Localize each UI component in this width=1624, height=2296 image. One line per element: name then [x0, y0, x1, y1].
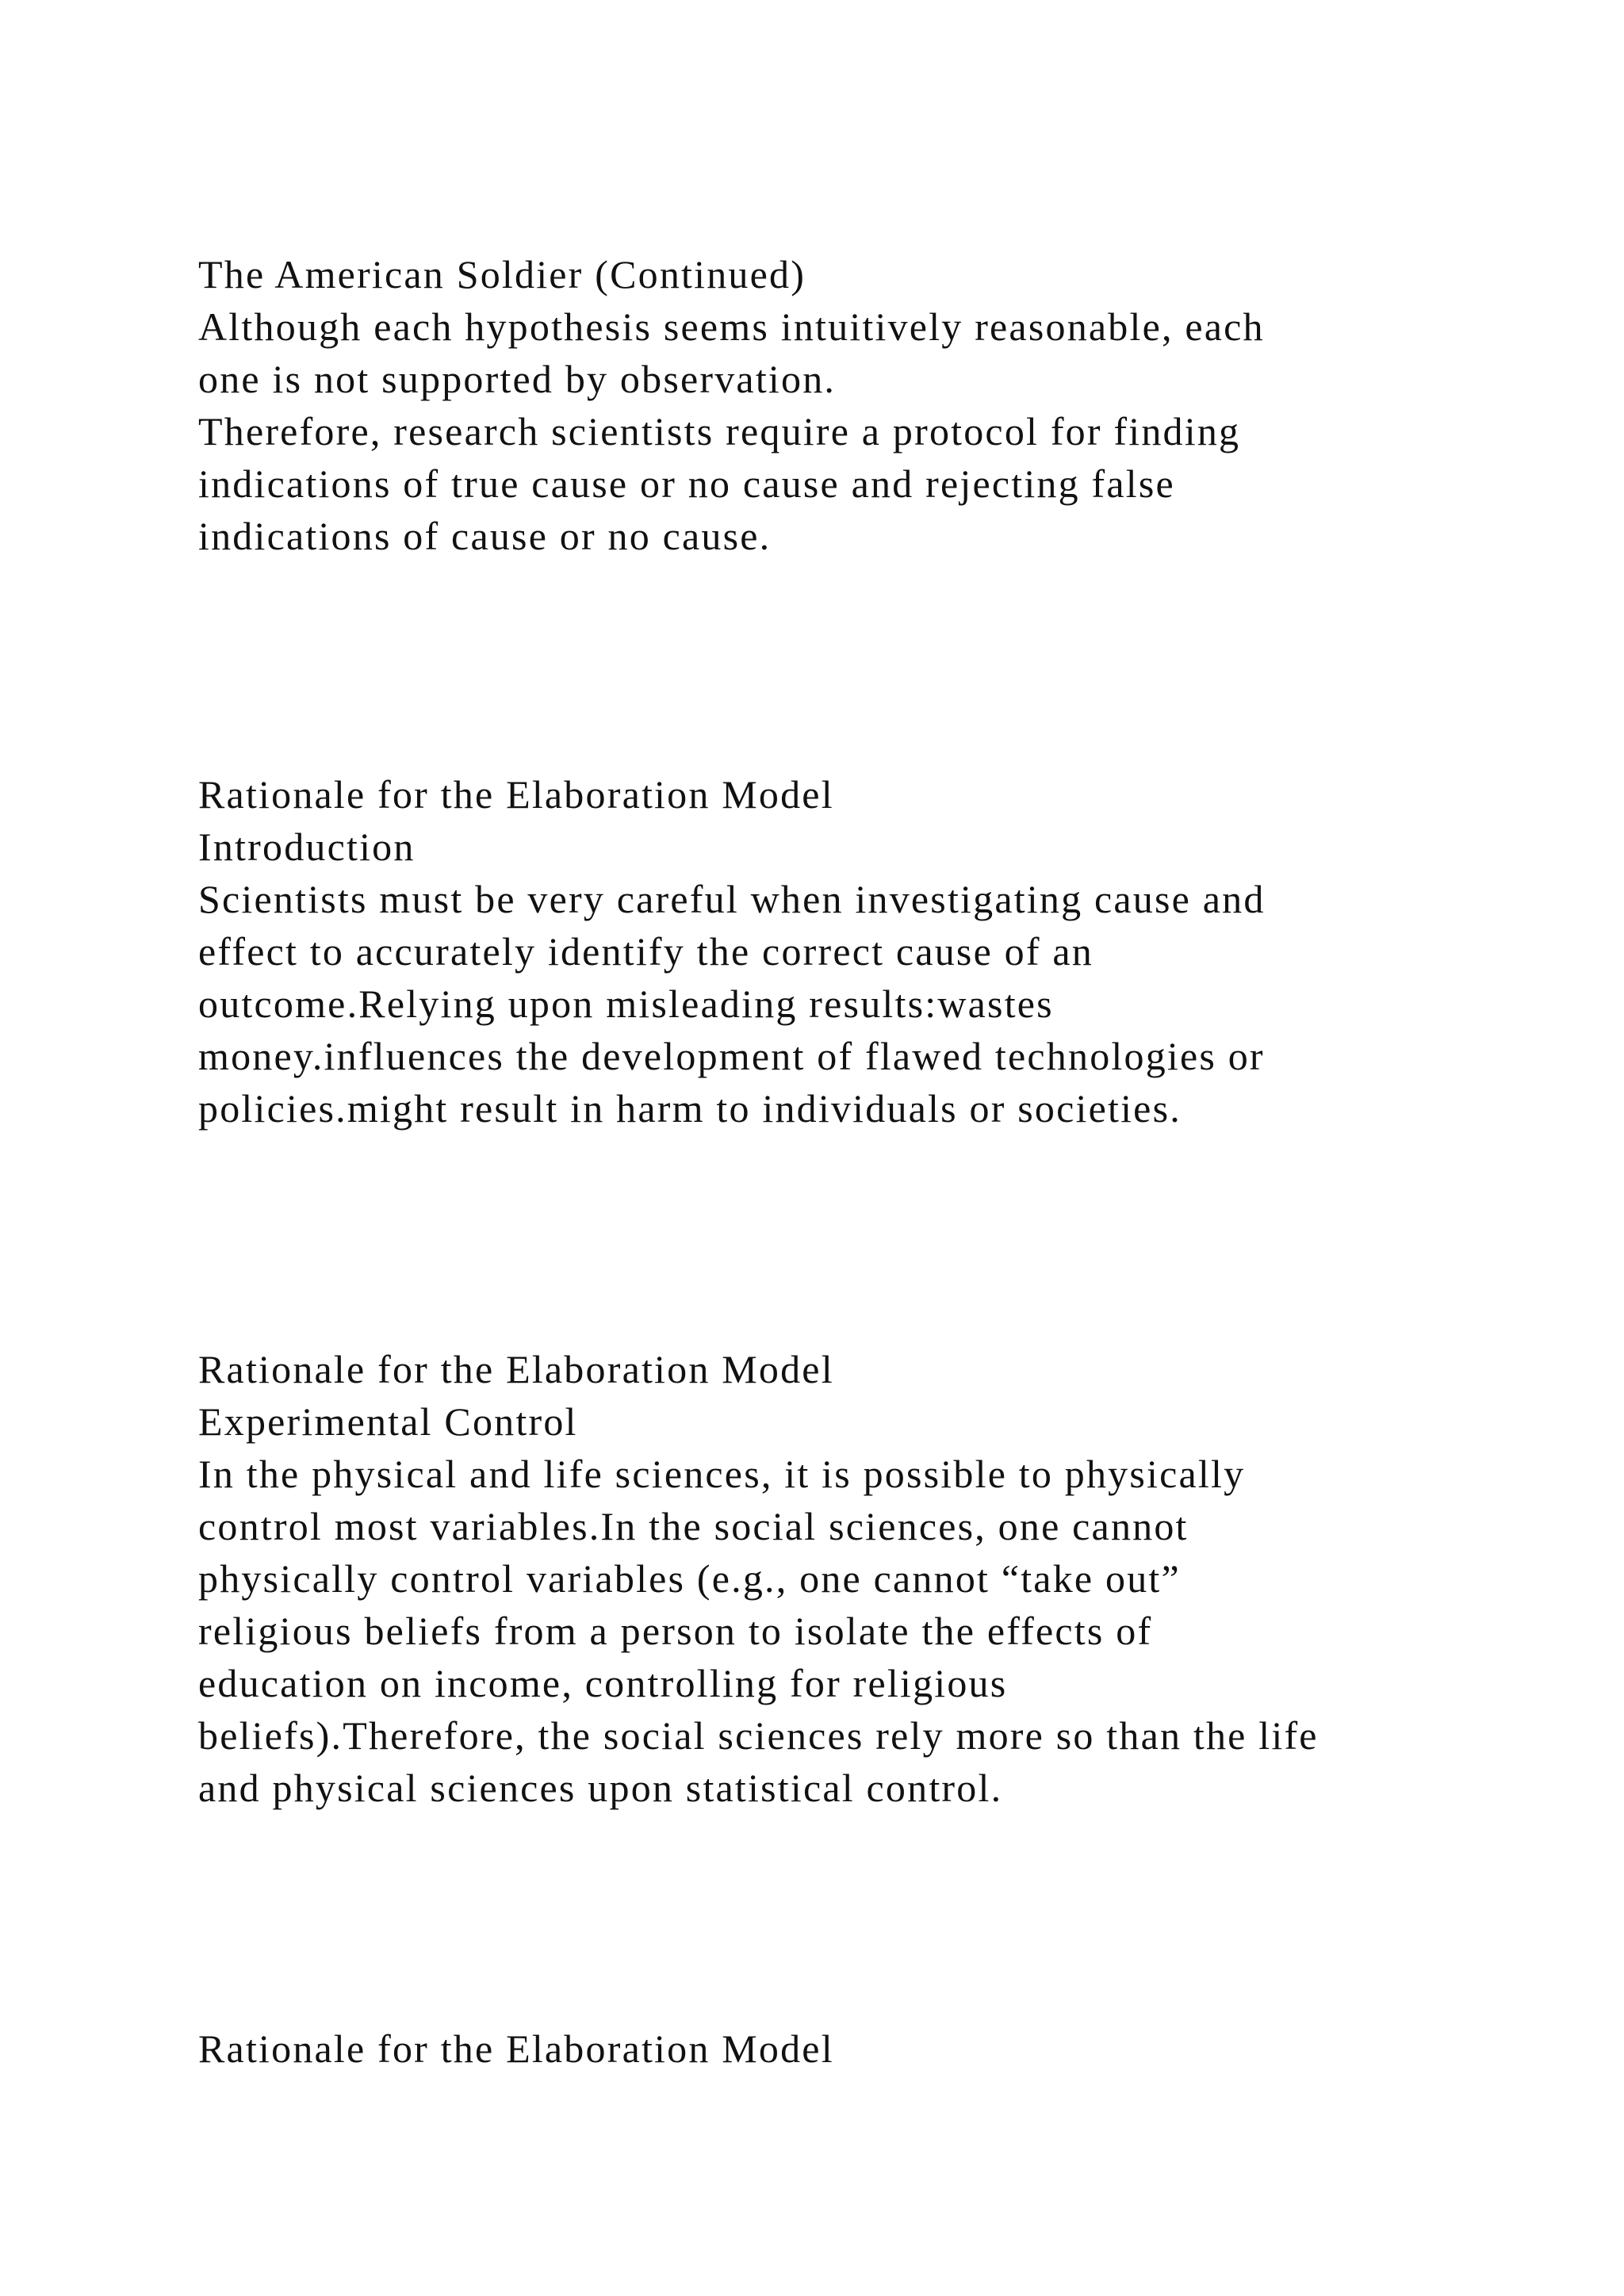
text-line: indications of cause or no cause. [198, 514, 772, 558]
section-rationale-continued [198, 2022, 1546, 2075]
section-rationale-introduction [198, 768, 1546, 1135]
section-heading: Rationale for the Elaboration Model [198, 2026, 834, 2071]
text-line: In the physical and life sciences, it is possible to physically [198, 1452, 1246, 1496]
text-line: Although each hypothesis seems intuitively reasonable, each [198, 304, 1265, 349]
text-line: one is not supported by observation. [198, 357, 837, 401]
text-line: Scientists must be very careful when investigating cause and [198, 877, 1266, 921]
text-line: money.influences the development of flawed technologies or [198, 1034, 1265, 1078]
section-heading: Rationale for the Elaboration Model [198, 772, 834, 817]
text-line: outcome.Relying upon misleading results:wastes [198, 982, 1054, 1026]
text-line: beliefs).Therefore, the social sciences rely more so than the life [198, 1713, 1319, 1758]
text-line: effect to accurately identify the correct cause of an [198, 929, 1094, 974]
text-line: religious beliefs from a person to isolate the effects of [198, 1609, 1153, 1653]
section-american-soldier [198, 248, 1546, 562]
text-line: control most variables.In the social sciences, one cannot [198, 1504, 1189, 1548]
text-line: indications of true cause or no cause and rejecting false [198, 461, 1175, 506]
section-subheading: Experimental Control [198, 1399, 578, 1444]
text-line: policies.might result in harm to individuals or societies. [198, 1086, 1182, 1131]
section-heading: The American Soldier (Continued) [198, 252, 806, 297]
text-line: education on income, controlling for religious [198, 1661, 1008, 1705]
text-line: and physical sciences upon statistical control. [198, 1766, 1003, 1810]
text-line: physically control variables (e.g., one cannot “take out” [198, 1556, 1181, 1601]
section-subheading: Introduction [198, 825, 416, 869]
text-line: Therefore, research scientists require a protocol for finding [198, 409, 1241, 453]
section-heading: Rationale for the Elaboration Model [198, 1347, 834, 1391]
section-rationale-experimental-control [198, 1343, 1546, 1814]
